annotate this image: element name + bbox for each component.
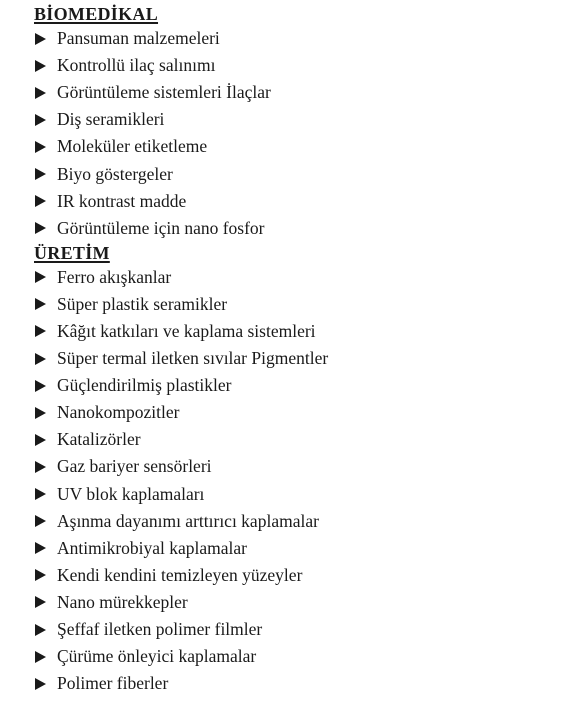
triangle-right-icon	[35, 271, 46, 283]
list-item	[34, 52, 553, 79]
list-item	[34, 133, 553, 160]
triangle-right-icon	[35, 678, 46, 690]
list-item	[34, 215, 553, 242]
list-item-text: Biyo göstergeler	[57, 163, 173, 184]
triangle-right-icon	[35, 407, 46, 419]
list-item-text: Nano mürekkepler	[57, 591, 188, 612]
list-item-text: Nanokompozitler	[57, 402, 180, 423]
list-item	[34, 79, 553, 106]
triangle-right-icon	[35, 298, 46, 310]
bullet-list	[34, 25, 553, 242]
triangle-right-icon	[35, 114, 46, 126]
list-item-text: Moleküler etiketleme	[57, 136, 208, 157]
triangle-right-icon	[35, 325, 46, 337]
list-item-text: Görüntüleme için nano fosfor	[57, 217, 265, 238]
list-item-text: Pansuman malzemeleri	[57, 28, 220, 49]
list-item	[34, 291, 553, 318]
list-item-text: IR kontrast madde	[57, 190, 187, 211]
list-item	[34, 589, 553, 616]
triangle-right-icon	[35, 542, 46, 554]
list-item-text: Kâğıt katkıları ve kaplama sistemleri	[57, 320, 316, 341]
triangle-right-icon	[35, 60, 46, 72]
section-heading: BİOMEDİKAL	[34, 4, 159, 24]
list-item	[34, 25, 553, 52]
list-item-text: Antimikrobiyal kaplamalar	[57, 537, 248, 558]
list-item	[34, 670, 553, 697]
list-item	[34, 508, 553, 535]
list-item-text: Süper plastik seramikler	[57, 293, 228, 314]
triangle-right-icon	[35, 651, 46, 663]
section-biomedikal	[34, 3, 553, 242]
triangle-right-icon	[35, 624, 46, 636]
list-item-text: Güçlendirilmiş plastikler	[57, 375, 232, 396]
triangle-right-icon	[35, 434, 46, 446]
triangle-right-icon	[35, 569, 46, 581]
triangle-right-icon	[35, 141, 46, 153]
triangle-right-icon	[35, 488, 46, 500]
triangle-right-icon	[35, 596, 46, 608]
list-item	[34, 481, 553, 508]
list-item	[34, 372, 553, 399]
list-item-text: Polimer fiberler	[57, 673, 169, 694]
list-item	[34, 160, 553, 187]
document-page	[34, 3, 553, 697]
triangle-right-icon	[35, 461, 46, 473]
list-item	[34, 453, 553, 480]
list-item-text: Kontrollü ilaç salınımı	[57, 55, 216, 76]
list-item-text: Görüntüleme sistemleri İlaçlar	[57, 82, 271, 103]
triangle-right-icon	[35, 353, 46, 365]
list-item	[34, 643, 553, 670]
list-item-text: Aşınma dayanımı arttırıcı kaplamalar	[57, 510, 319, 531]
list-item-text: Şeffaf iletken polimer filmler	[57, 619, 263, 640]
triangle-right-icon	[35, 515, 46, 527]
triangle-right-icon	[35, 168, 46, 180]
list-item-text: UV blok kaplamaları	[57, 483, 205, 504]
list-item	[34, 426, 553, 453]
list-item-text: Kendi kendini temizleyen yüzeyler	[57, 564, 303, 585]
triangle-right-icon	[35, 222, 46, 234]
list-item	[34, 188, 553, 215]
list-item-text: Süper termal iletken sıvılar Pigmentler	[57, 348, 329, 369]
list-item	[34, 399, 553, 426]
section-uretim	[34, 242, 553, 698]
triangle-right-icon	[35, 87, 46, 99]
list-item	[34, 318, 553, 345]
list-item-text: Katalizörler	[57, 429, 141, 450]
list-item	[34, 562, 553, 589]
bullet-list	[34, 264, 553, 698]
list-item	[34, 264, 553, 291]
list-item	[34, 106, 553, 133]
triangle-right-icon	[35, 195, 46, 207]
list-item-text: Diş seramikleri	[57, 109, 165, 130]
triangle-right-icon	[35, 380, 46, 392]
triangle-right-icon	[35, 33, 46, 45]
list-item	[34, 535, 553, 562]
section-heading: ÜRETİM	[34, 242, 110, 263]
list-item	[34, 616, 553, 643]
list-item-text: Ferro akışkanlar	[57, 266, 172, 287]
list-item-text: Gaz bariyer sensörleri	[57, 456, 212, 477]
list-item	[34, 345, 553, 372]
list-item-text: Çürüme önleyici kaplamalar	[57, 646, 257, 667]
